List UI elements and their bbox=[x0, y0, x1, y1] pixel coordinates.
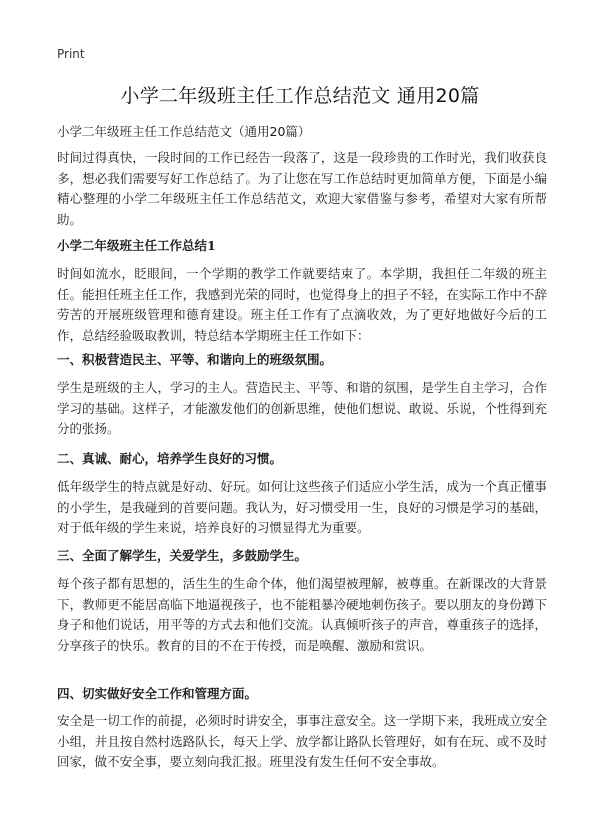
point-2-heading: 二、真诚、耐心，培养学生良好的习惯。 bbox=[57, 451, 283, 466]
point-4-heading: 四、切实做好安全工作和管理方面。 bbox=[57, 686, 258, 701]
section-1-heading: 小学二年级班主任工作总结1 bbox=[57, 238, 216, 253]
point-4-body: 安全是一切工作的前提，必须时时讲安全，事事注意安全。这一学期下来，我班成立安全小组，并且按自然村选路队长，每天上学、放学都让路队长管理好，如有在玩、或不及时回家，做不安全事，要立刻向我汇报。班里没有发生任何不安全事故。 bbox=[57, 713, 547, 769]
document-title: 小学二年级班主任工作总结范文 通用20篇 bbox=[120, 85, 480, 107]
section-1-intro: 时间如流水，眨眼间，一个学期的教学工作就要结束了。本学期，我担任二年级的班主任。能担任班主任工作，我感到光荣的同时，也觉得身上的担子不轻，在实际工作中不辞劳苦的开展班级管理和德育建设。班主任工作有了点滴收效，为了更好地做好今后的工作，总结经验吸取教训，特总结本学期班主任工作如下： bbox=[57, 266, 547, 343]
point-1-body: 学生是班级的主人，学习的主人。营造民主、平等、和谐的氛围，是学生自主学习，合作学习的基础。这样子，才能激发他们的创新思维，使他们想说、敢说、乐说，个性得到充分的张扬。 bbox=[57, 380, 547, 436]
print-link[interactable]: Print bbox=[57, 47, 85, 61]
document-subtitle: 小学二年级班主任工作总结范文（通用20篇） bbox=[57, 124, 311, 139]
intro-paragraph: 时间过得真快，一段时间的工作已经告一段落了，这是一段珍贵的工作时光，我们收获良多，想必我们需要写好工作总结了。为了让您在写工作总结时更加简单方便，下面是小编精心整理的小学二年级班主任工作总结范文，欢迎大家借鉴与参考，希望对大家有所帮助。 bbox=[57, 150, 547, 227]
point-2-body: 低年级学生的特点就是好动、好玩。如何让这些孩子们适应小学生活，成为一个真正懂事的小学生，是我碰到的首要问题。我认为，好习惯受用一生，良好的习惯是学习的基础，对于低年级的学生来说，培养良好的习惯显得尤为重要。 bbox=[57, 479, 547, 535]
point-3-heading: 三、全面了解学生，关爱学生，多鼓励学生。 bbox=[57, 548, 308, 563]
point-3-body: 每个孩子都有思想的，活生生的生命个体，他们渴望被理解，被尊重。在新课改的大背景下，教师更不能居高临下地逼视孩子，也不能粗暴冷硬地刺伤孩子。要以朋友的身份蹲下身子和他们说话，用平等的方式去和他们交流。认真倾听孩子的声音，尊重孩子的选择，分享孩子的快乐。教育的目的不在于传授，而是唤醒、激励和赏识。 bbox=[57, 576, 547, 653]
point-1-heading: 一、积极营造民主、平等、和谐向上的班级氛围。 bbox=[57, 352, 333, 367]
